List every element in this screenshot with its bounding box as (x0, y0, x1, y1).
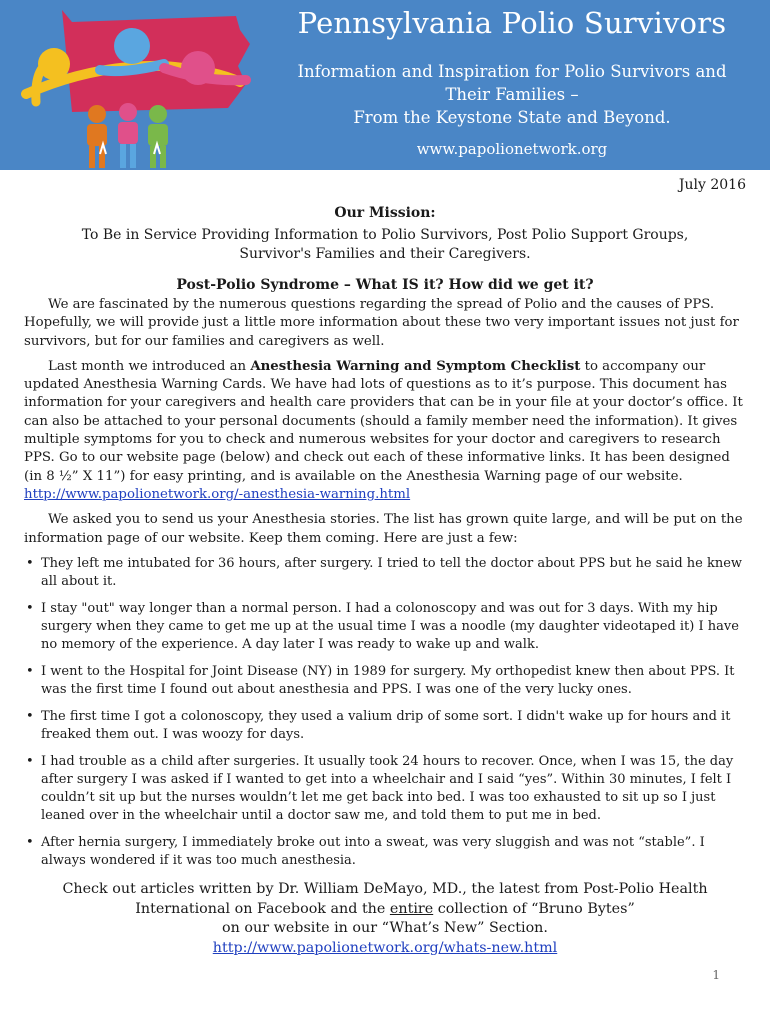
checklist-title: Anesthesia Warning and Symptom Checklist (250, 358, 581, 374)
header-banner (0, 0, 770, 170)
paragraph-stories-intro: We asked you to send us your Anesthesia stories. The list has grown quite large, and will be put on the information page of our website. Keep them coming. Here are just a few: (24, 512, 743, 546)
whats-new-link[interactable]: http://www.papolionetwork.org/whats-new.html (212, 939, 558, 956)
page-number: 1 (712, 968, 720, 982)
article-body (24, 296, 746, 879)
mission-text: To Be in Service Providing Information to Polio Survivors, Post Polio Support Groups, Survivor's Families and their Caregivers. (81, 227, 689, 262)
anesthesia-warning-link[interactable]: http://www.papolionetwork.org/-anesthesia-warning.html (24, 486, 411, 502)
footer-note: Check out articles written by Dr. William DeMayo, MD., the latest from Post-Polio Health International on Facebook and the entire collection of “Bruno Bytes” on our website in our “What’s New” Section. http://www.papolionetwork.org/whats-new.html (62, 881, 708, 956)
figure-head-pink (181, 51, 215, 85)
list-item: • After hernia surgery, I immediately broke out into a sweat, was very sluggish and was not “stable”. I always wondered if it was too much anesthesia. (24, 834, 746, 870)
figure-head-yellow (38, 48, 70, 80)
newsletter-subtitle: Information and Inspiration for Polio Survivors and Their Families – From the Keystone State and Beyond. (297, 62, 727, 127)
pps-heading: Post-Polio Syndrome – What IS it? How did we get it? (176, 277, 594, 293)
list-item: • I stay "out" way longer than a normal person. I had a colonoscopy and was out for 3 days. With my hip surgery when they came to get me up at the usual time I was a noodle (my daughter videotaped it) I have no memory of the experience. A day later I was ready to wake up and walk. (24, 600, 746, 654)
stories-list (24, 555, 746, 870)
newsletter-title: Pennsylvania Polio Survivors (297, 6, 727, 40)
list-item: • I had trouble as a child after surgeries. It usually took 24 hours to recover. Once, when I was 15, the day after surgery I was asked if I wanted to get into a wheelchair and I said “yes”. Within 30 minutes, I felt I couldn’t sit up but the nurses wouldn’t let me get back into bed. I was too exhausted to sit up so I just leaned over in the wheelchair until a doctor saw me, and told them to put me in bed. (24, 753, 746, 825)
list-item: • I went to the Hospital for Joint Disease (NY) in 1989 for surgery. My orthopedist knew then about PPS. It was the first time I found out about anesthesia and PPS. I was one of the very lucky ones. (24, 663, 746, 699)
figure-head-blue (114, 28, 150, 64)
website-url: www.papolionetwork.org (416, 140, 608, 158)
list-item: • The first time I got a colonoscopy, they used a valium drip of some sort. I didn't wake up for hours and it freaked them out. I was woozy for days. (24, 708, 746, 744)
paragraph-intro: We are fascinated by the numerous questions regarding the spread of Polio and the causes of PPS. Hopefully, we will provide just a little more information about these two very important issues not just for survivors, but for our families and caregivers as well. (24, 297, 739, 349)
issue-date: July 2016 (678, 177, 746, 193)
list-item: • They left me intubated for 36 hours, after surgery. I tried to tell the doctor about PPS but he said he knew all about it. (24, 555, 746, 591)
mission-heading: Our Mission: (334, 205, 436, 221)
organization-logo (14, 4, 254, 170)
paragraph-checklist: Last month we introduced an Anesthesia Warning and Symptom Checklist to accompany our updated Anesthesia Warning Cards. We have had lots of questions as to it’s purpose. This document has information for your caregivers and health care providers that can be in your file at your doctor’s office. It can also be attached to your personal documents (should a family member need the information). It gives multiple symptoms for you to check and numerous websites for your doctor and caregivers to research PPS. Go to our website page (below) and check out each of these informative links. It has been designed (in 8 ½” X 11”) for easy printing, and is available on the Anesthesia Warning page of our website. http://www.papolionetwork.org/-anesthesia-warning.html (24, 358, 743, 502)
